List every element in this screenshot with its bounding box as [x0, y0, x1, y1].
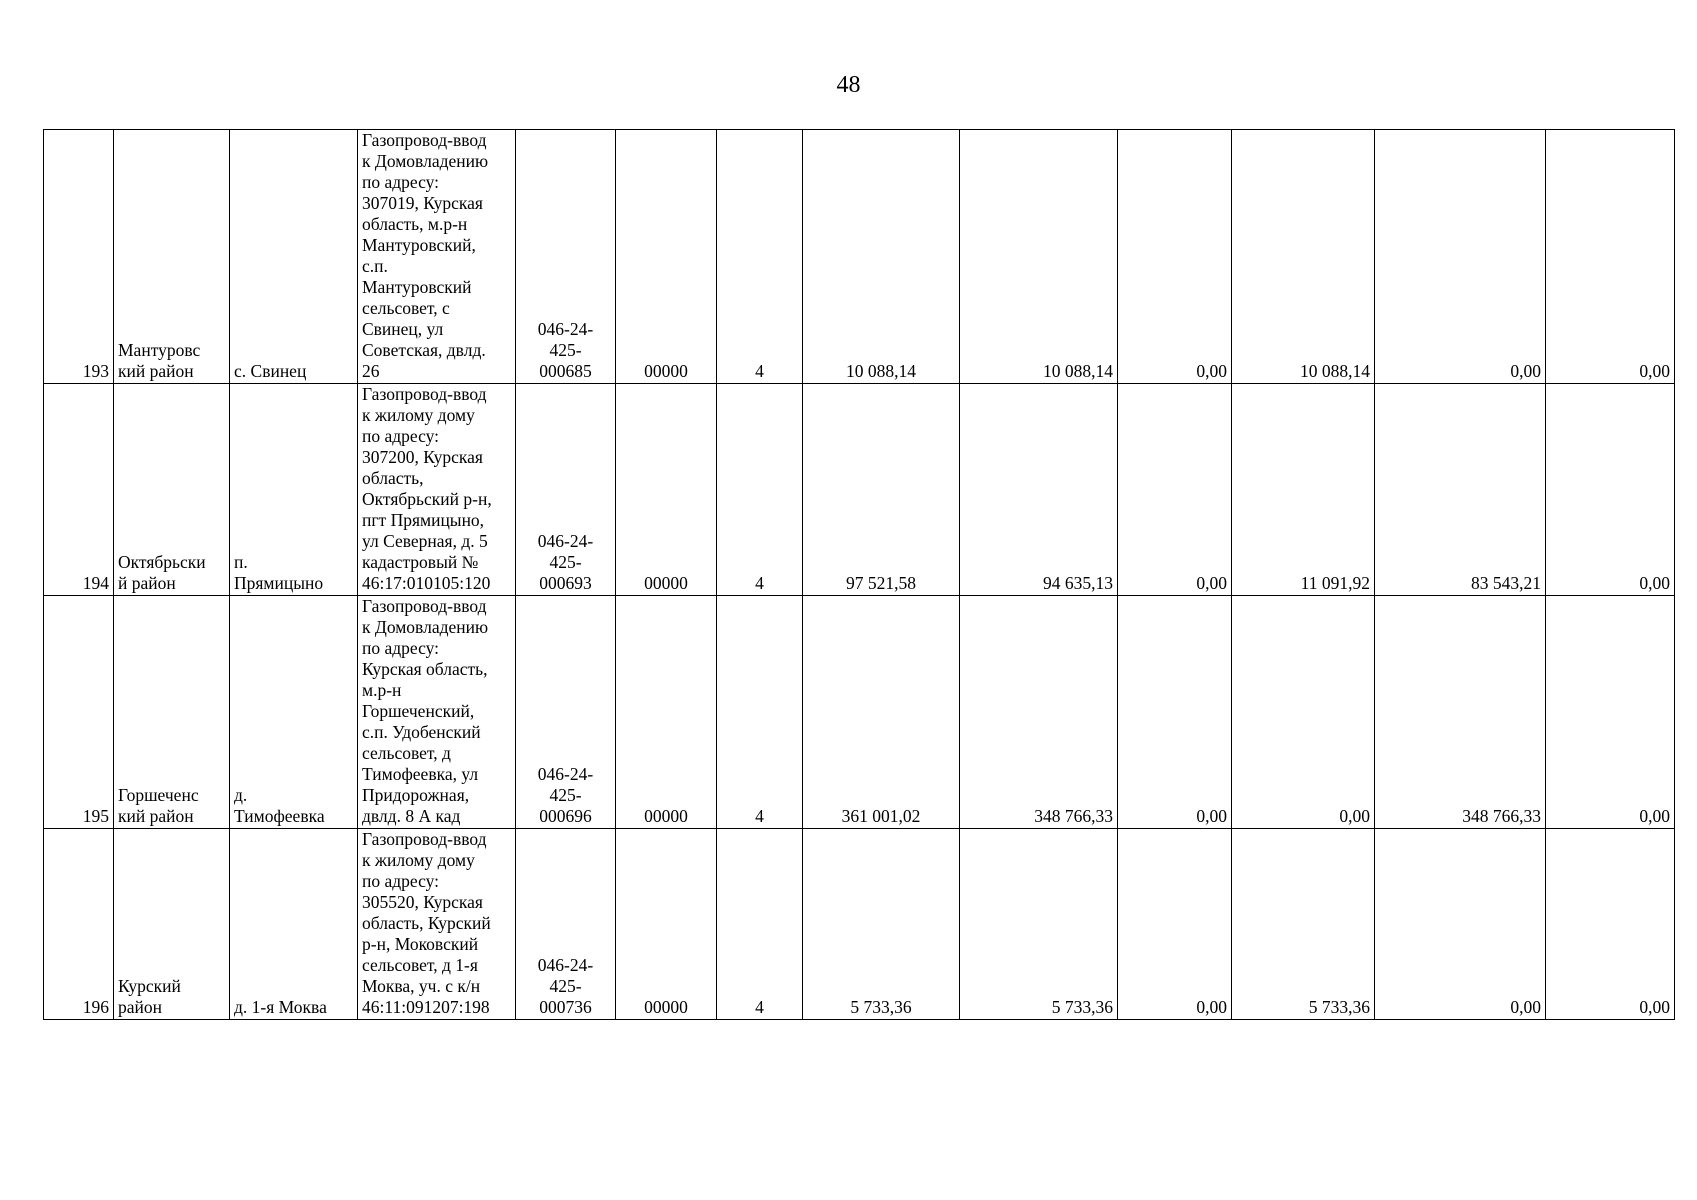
district-cell: Горшеченс кий район	[114, 596, 230, 829]
row-number: 194	[44, 384, 114, 596]
total-amount-cell: 97 521,58	[803, 384, 960, 596]
table-row	[44, 130, 1675, 384]
locality-cell: д. 1-я Моква	[230, 829, 358, 1020]
total-amount-cell: 361 001,02	[803, 596, 960, 829]
amount-cell: 5 733,36	[960, 829, 1118, 1020]
amount-cell: 0,00	[1546, 384, 1675, 596]
description-cell: Газопровод-ввод к жилому дому по адресу: 305520, Курская область, Курский р-н, Моковский сельсовет, д 1-я Моква, уч. с к/н 46:11:091207:198	[358, 829, 516, 1020]
code-cell: 046-24- 425- 000685	[516, 130, 616, 384]
district-cell: Октябрьски й район	[114, 384, 230, 596]
zeros-cell: 00000	[616, 384, 717, 596]
table-row	[44, 384, 1675, 596]
amount-cell: 5 733,36	[1232, 829, 1375, 1020]
quantity-cell: 4	[717, 130, 803, 384]
code-cell: 046-24- 425- 000693	[516, 384, 616, 596]
quantity-cell: 4	[717, 596, 803, 829]
amount-cell: 0,00	[1546, 829, 1675, 1020]
code-cell: 046-24- 425- 000736	[516, 829, 616, 1020]
amount-cell: 0,00	[1546, 596, 1675, 829]
code-cell: 046-24- 425- 000696	[516, 596, 616, 829]
total-amount-cell: 10 088,14	[803, 130, 960, 384]
district-cell: Мантуровс кий район	[114, 130, 230, 384]
table-row	[44, 829, 1675, 1020]
quantity-cell: 4	[717, 384, 803, 596]
amount-cell: 0,00	[1546, 130, 1675, 384]
amount-cell: 348 766,33	[1375, 596, 1546, 829]
quantity-cell: 4	[717, 829, 803, 1020]
registry-table	[43, 129, 1675, 1020]
table-row	[44, 596, 1675, 829]
amount-cell: 10 088,14	[1232, 130, 1375, 384]
description-cell: Газопровод-ввод к Домовладению по адресу: Курская область, м.р-н Горшеченский, с.п. Удобенский сельсовет, д Тимофеевка, ул Придорожная, двлд. 8 А кад	[358, 596, 516, 829]
amount-cell: 11 091,92	[1232, 384, 1375, 596]
zeros-cell: 00000	[616, 829, 717, 1020]
amount-cell: 0,00	[1118, 384, 1232, 596]
locality-cell: п. Прямицыно	[230, 384, 358, 596]
amount-cell: 10 088,14	[960, 130, 1118, 384]
row-number: 196	[44, 829, 114, 1020]
amount-cell: 83 543,21	[1375, 384, 1546, 596]
amount-cell: 0,00	[1118, 596, 1232, 829]
total-amount-cell: 5 733,36	[803, 829, 960, 1020]
amount-cell: 348 766,33	[960, 596, 1118, 829]
district-cell: Курский район	[114, 829, 230, 1020]
row-number: 195	[44, 596, 114, 829]
locality-cell: д. Тимофеевка	[230, 596, 358, 829]
zeros-cell: 00000	[616, 596, 717, 829]
amount-cell: 0,00	[1232, 596, 1375, 829]
row-number: 193	[44, 130, 114, 384]
page-number: 48	[836, 72, 861, 98]
amount-cell: 94 635,13	[960, 384, 1118, 596]
description-cell: Газопровод-ввод к жилому дому по адресу: 307200, Курская область, Октябрьский р-н, пгт Прямицыно, ул Северная, д. 5 кадастровый № 46:17:010105:120	[358, 384, 516, 596]
amount-cell: 0,00	[1118, 130, 1232, 384]
amount-cell: 0,00	[1118, 829, 1232, 1020]
amount-cell: 0,00	[1375, 130, 1546, 384]
locality-cell: с. Свинец	[230, 130, 358, 384]
zeros-cell: 00000	[616, 130, 717, 384]
amount-cell: 0,00	[1375, 829, 1546, 1020]
description-cell: Газопровод-ввод к Домовладению по адресу: 307019, Курская область, м.р-н Мантуровский, с.п. Мантуровский сельсовет, с Свинец, ул Советская, двлд. 26	[358, 130, 516, 384]
